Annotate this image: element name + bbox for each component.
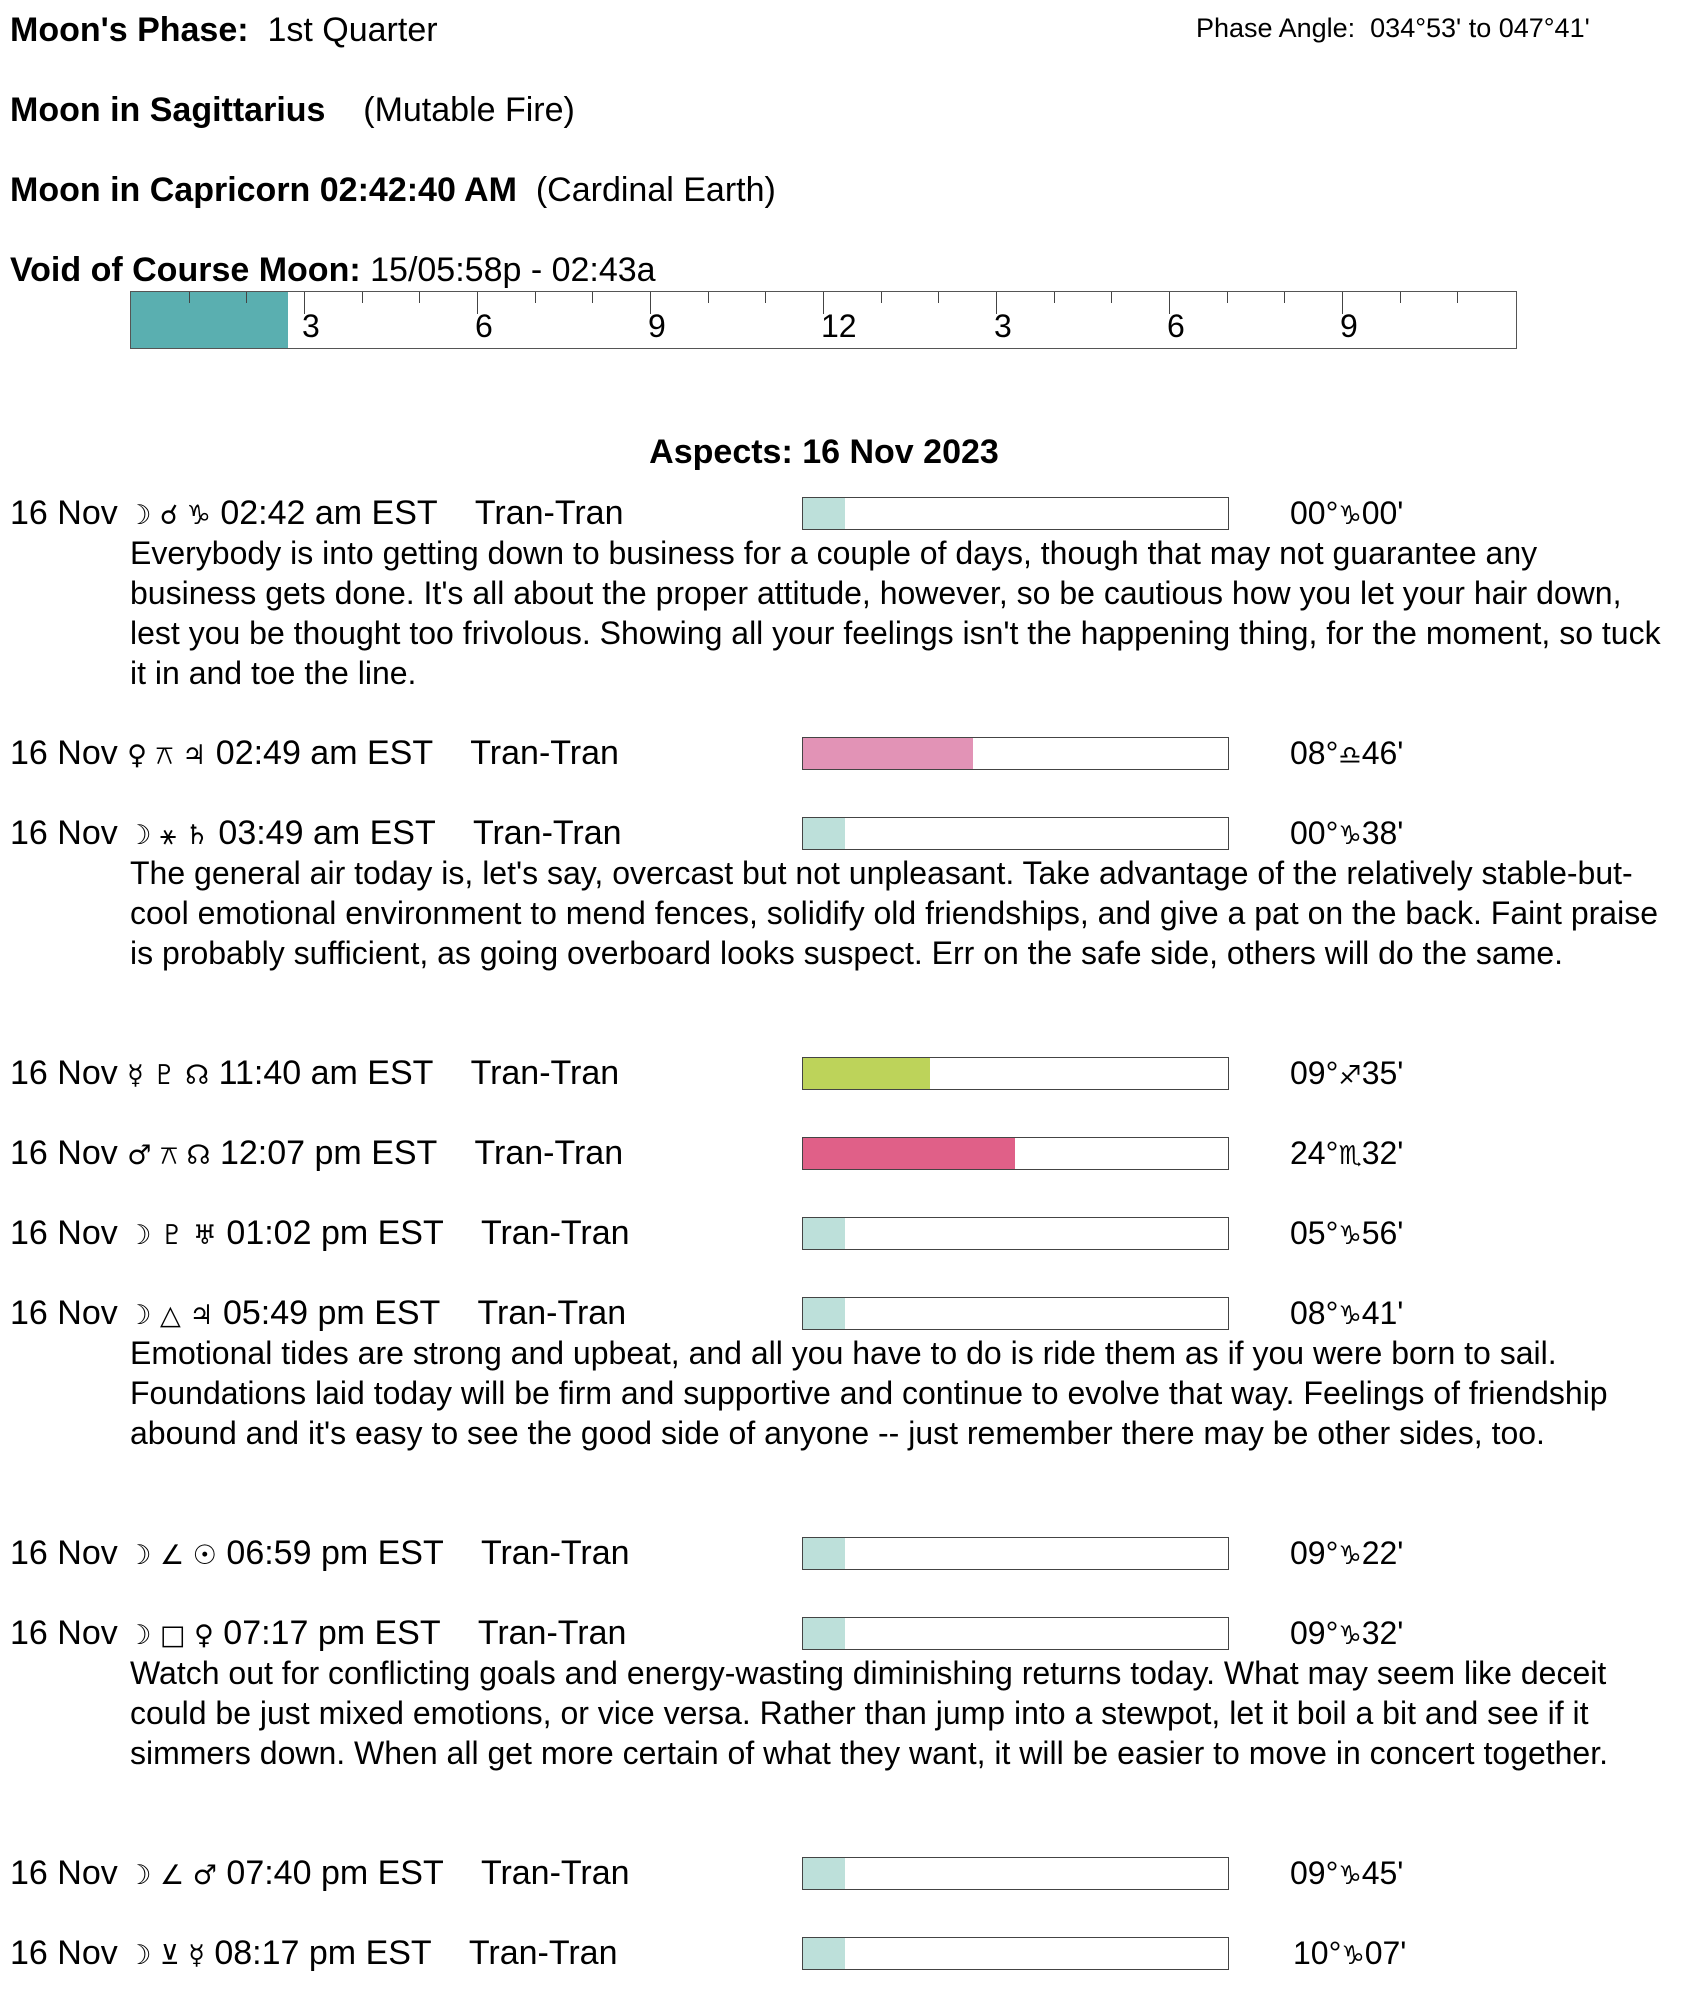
zodiac-sign-icon: ♑: [1338, 1221, 1362, 1251]
aspect-position: [1290, 1213, 1403, 1256]
aspect-glyphs-icon: ☽ ♇ ♅: [127, 1220, 217, 1251]
voc-timeline-tick: [938, 292, 939, 303]
aspect-minutes: 35': [1361, 1055, 1404, 1091]
aspect-time: 07:40 pm EST: [226, 1854, 444, 1892]
voc-timeline-label: 3: [994, 308, 1012, 344]
phase-angle-value: 034°53' to 047°41': [1370, 13, 1590, 43]
aspect-minutes: 46': [1361, 735, 1404, 771]
aspect-line: [10, 1053, 619, 1096]
aspect-minutes: 32': [1361, 1135, 1404, 1171]
aspect-minutes: 22': [1361, 1535, 1404, 1571]
voc-timeline-label: 6: [1167, 308, 1185, 344]
zodiac-sign-icon: ♏: [1338, 1141, 1362, 1171]
aspect-glyphs-icon: ♂ ⚻ ☊: [127, 1140, 211, 1171]
voc-timeline-tick: [189, 292, 190, 303]
aspect-glyphs-icon: ☽ ⊻ ☿: [127, 1940, 205, 1971]
aspect-strength-fill: [803, 1618, 845, 1649]
aspect-strength-fill: [803, 1218, 845, 1249]
voc-timeline-tick: [362, 292, 363, 303]
aspect-line: [10, 1933, 618, 1976]
aspect-type: Tran-Tran: [470, 1054, 620, 1092]
aspect-interpretation: Emotional tides are strong and upbeat, and all you have to do is ride them as if you were born to sail. Foundations laid today will be firm and supportive and continue to evolve that way. Feelings of friendship abound and it's easy to see the good side of anyone -- just remember there may be other sides, too.: [130, 1335, 1608, 1451]
aspect-degree: 00°: [1290, 495, 1339, 531]
aspect-strength-fill: [803, 1138, 1015, 1169]
voc-timeline-tick: [708, 292, 709, 303]
aspect-glyphs-icon: ♀ ⚻ ♃: [127, 740, 207, 771]
voc-timeline-label: 12: [821, 308, 857, 344]
aspect-glyphs-icon: ☽ ∠ ☉: [127, 1540, 217, 1571]
aspect-glyphs-icon: ☽ ∠ ♂: [127, 1860, 217, 1891]
aspect-time: 03:49 am EST: [218, 814, 436, 852]
aspect-position: [1290, 1853, 1403, 1896]
aspect-strength-bar: [802, 1217, 1229, 1250]
aspect-date: 16 Nov: [10, 734, 118, 772]
aspect-strength-fill: [803, 738, 973, 769]
aspect-position: [1290, 1133, 1403, 1176]
aspect-strength-fill: [803, 818, 845, 849]
voc-timeline: [130, 291, 1517, 349]
aspect-time: 07:17 pm EST: [223, 1614, 441, 1652]
aspect-time: 05:49 pm EST: [222, 1294, 441, 1332]
aspect-line: [10, 1853, 630, 1896]
aspect-date: 16 Nov: [10, 1934, 118, 1972]
moon-sign-1-quality: (Mutable Fire): [363, 91, 575, 129]
zodiac-sign-icon: ♎: [1338, 741, 1362, 771]
aspect-date: 16 Nov: [10, 494, 118, 532]
aspect-position: [1293, 1933, 1406, 1976]
aspect-line: [10, 493, 623, 536]
zodiac-sign-icon: ♑: [1338, 1301, 1362, 1331]
aspect-time: 02:49 am EST: [215, 734, 434, 772]
aspect-line: [10, 1213, 630, 1256]
moon-sign-line-1: [10, 90, 575, 130]
voc-line: [10, 250, 656, 290]
aspect-time: 02:42 am EST: [220, 494, 438, 532]
zodiac-sign-icon: ♑: [1338, 1861, 1362, 1891]
aspect-date: 16 Nov: [10, 1854, 118, 1892]
moon-sign-2-quality: (Cardinal Earth): [535, 171, 776, 209]
voc-timeline-tick: [765, 292, 766, 303]
aspects-title: Aspects: 16 Nov 2023: [649, 433, 999, 471]
voc-timeline-tick: [1400, 292, 1401, 303]
zodiac-sign-icon: ♑: [1338, 1541, 1362, 1571]
aspect-position: [1290, 1613, 1403, 1656]
aspect-date: 16 Nov: [10, 1134, 118, 1172]
voc-timeline-tick: [246, 292, 247, 303]
aspect-degree: 08°: [1290, 735, 1339, 771]
moon-sign-1-label: Moon in Sagittarius: [10, 91, 326, 129]
aspect-degree: 09°: [1290, 1855, 1339, 1891]
aspect-type: Tran-Tran: [477, 1614, 627, 1652]
moon-phase-line: [10, 10, 438, 50]
aspect-time: 01:02 pm EST: [226, 1214, 444, 1252]
aspect-strength-bar: [802, 1137, 1229, 1170]
aspect-position: [1290, 1053, 1403, 1096]
aspect-date: 16 Nov: [10, 814, 118, 852]
voc-timeline-tick: [592, 292, 593, 303]
aspect-interpretation: Watch out for conflicting goals and energy-wasting diminishing returns today. What may seem like deceit could be just mixed emotions, or vice versa. Rather than jump into a stewpot, let it boil a bit and see if it simmers down. When all get more certain of what they want, it will be easier to move in concert together.: [130, 1655, 1608, 1771]
voc-timeline-tick: [535, 292, 536, 303]
aspect-strength-fill: [803, 1858, 845, 1889]
voc-label: Void of Course Moon:: [10, 251, 361, 289]
aspect-strength-fill: [803, 1298, 845, 1329]
aspect-glyphs-icon: ☽ △ ♃: [127, 1300, 214, 1331]
moon-sign-2-label: Moon in Capricorn 02:42:40 AM: [10, 171, 517, 209]
aspect-type: Tran-Tran: [480, 1214, 630, 1252]
aspect-degree: 09°: [1290, 1615, 1339, 1651]
aspect-glyphs-icon: ☿ ♇ ☊: [127, 1060, 210, 1091]
aspect-type: Tran-Tran: [480, 1534, 630, 1572]
aspect-position: [1290, 733, 1403, 776]
voc-timeline-fill: [131, 292, 288, 348]
aspect-degree: 10°: [1293, 1935, 1342, 1971]
aspect-degree: 09°: [1290, 1535, 1339, 1571]
aspect-position: [1290, 1293, 1403, 1336]
aspect-line: [10, 1293, 626, 1336]
aspect-strength-bar: [802, 1937, 1229, 1970]
aspect-line: [10, 1533, 630, 1576]
aspect-strength-fill: [803, 498, 845, 529]
zodiac-sign-icon: ♑: [1341, 1941, 1365, 1971]
aspect-strength-bar: [802, 737, 1229, 770]
aspect-strength-bar: [802, 497, 1229, 530]
aspect-degree: 05°: [1290, 1215, 1339, 1251]
aspect-degree: 24°: [1290, 1135, 1339, 1171]
phase-angle-line: [1196, 11, 1590, 45]
aspect-strength-bar: [802, 1617, 1229, 1650]
aspect-date: 16 Nov: [10, 1614, 118, 1652]
aspect-strength-bar: [802, 1537, 1229, 1570]
voc-value: 15/05:58p - 02:43a: [370, 251, 656, 289]
aspect-degree: 08°: [1290, 1295, 1339, 1331]
voc-timeline-tick: [1284, 292, 1285, 303]
aspect-minutes: 38': [1361, 815, 1404, 851]
aspect-line: [10, 1613, 626, 1656]
aspect-date: 16 Nov: [10, 1534, 118, 1572]
moon-phase-value: 1st Quarter: [267, 11, 438, 49]
aspect-interpretation: Everybody is into getting down to business for a couple of days, though that may not guarantee any business gets done. It's all about the proper attitude, however, so be cautious how you let your hair down, lest you be thought too frivolous. Showing all your feelings isn't the happening thing, for the moment, so tuck it in and toe the line.: [130, 535, 1661, 691]
aspect-line: [10, 733, 619, 776]
aspect-type: Tran-Tran: [480, 1854, 630, 1892]
aspect-date: 16 Nov: [10, 1294, 118, 1332]
aspect-type: Tran-Tran: [470, 734, 619, 772]
voc-timeline-label: 9: [648, 308, 666, 344]
voc-timeline-label: 3: [302, 308, 320, 344]
aspect-degree: 09°: [1290, 1055, 1339, 1091]
aspect-strength-fill: [803, 1058, 930, 1089]
aspect-degree: 00°: [1290, 815, 1339, 851]
moon-phase-label: Moon's Phase:: [10, 11, 249, 49]
aspect-time: 08:17 pm EST: [214, 1934, 432, 1972]
aspect-line: [10, 813, 622, 856]
aspect-time: 11:40 am EST: [218, 1054, 434, 1092]
aspect-position: [1290, 493, 1403, 536]
aspect-strength-fill: [803, 1938, 845, 1969]
voc-timeline-tick: [881, 292, 882, 303]
voc-timeline-tick: [1457, 292, 1458, 303]
aspect-position: [1290, 1533, 1403, 1576]
moon-sign-line-2: [10, 170, 776, 210]
aspect-type: Tran-Tran: [474, 1134, 624, 1172]
aspect-minutes: 07': [1364, 1935, 1407, 1971]
aspect-glyphs-icon: ☽ ⚹ ♄: [127, 820, 209, 851]
aspect-strength-bar: [802, 1857, 1229, 1890]
voc-timeline-label: 9: [1340, 308, 1358, 344]
aspect-position: [1290, 813, 1403, 856]
aspect-minutes: 32': [1361, 1615, 1404, 1651]
aspect-strength-bar: [802, 1297, 1229, 1330]
aspect-minutes: 45': [1361, 1855, 1404, 1891]
voc-timeline-label: 6: [475, 308, 493, 344]
aspect-minutes: 41': [1361, 1295, 1404, 1331]
voc-timeline-tick: [1054, 292, 1055, 303]
phase-angle-label: Phase Angle:: [1196, 13, 1356, 43]
zodiac-sign-icon: ♐: [1338, 1061, 1362, 1091]
aspect-line: [10, 1133, 623, 1176]
voc-timeline-tick: [1111, 292, 1112, 303]
voc-timeline-tick: [1227, 292, 1228, 303]
aspect-date: 16 Nov: [10, 1214, 118, 1252]
voc-timeline-tick: [419, 292, 420, 303]
aspect-type: Tran-Tran: [474, 494, 624, 532]
aspect-type: Tran-Tran: [477, 1294, 627, 1332]
aspect-type: Tran-Tran: [468, 1934, 618, 1972]
aspect-strength-bar: [802, 1057, 1229, 1090]
aspect-glyphs-icon: ☽ ☌ ♑: [127, 500, 211, 531]
zodiac-sign-icon: ♑: [1338, 821, 1362, 851]
aspect-type: Tran-Tran: [472, 814, 622, 852]
zodiac-sign-icon: ♑: [1338, 501, 1362, 531]
aspect-interpretation: The general air today is, let's say, overcast but not unpleasant. Take advantage of the relatively stable-but-cool emotional environment to mend fences, solidify old friendships, and give a pat on the back. Faint praise is probably sufficient, as going overboard looks suspect. Err on the safe side, others will do the same.: [130, 855, 1658, 971]
aspect-glyphs-icon: ☽ □ ♀: [127, 1620, 214, 1651]
aspect-strength-fill: [803, 1538, 845, 1569]
aspect-minutes: 00': [1361, 495, 1404, 531]
aspect-time: 06:59 pm EST: [226, 1534, 444, 1572]
aspect-time: 12:07 pm EST: [219, 1134, 438, 1172]
zodiac-sign-icon: ♑: [1338, 1621, 1362, 1651]
aspect-minutes: 56': [1361, 1215, 1404, 1251]
aspect-strength-bar: [802, 817, 1229, 850]
aspect-date: 16 Nov: [10, 1054, 118, 1092]
